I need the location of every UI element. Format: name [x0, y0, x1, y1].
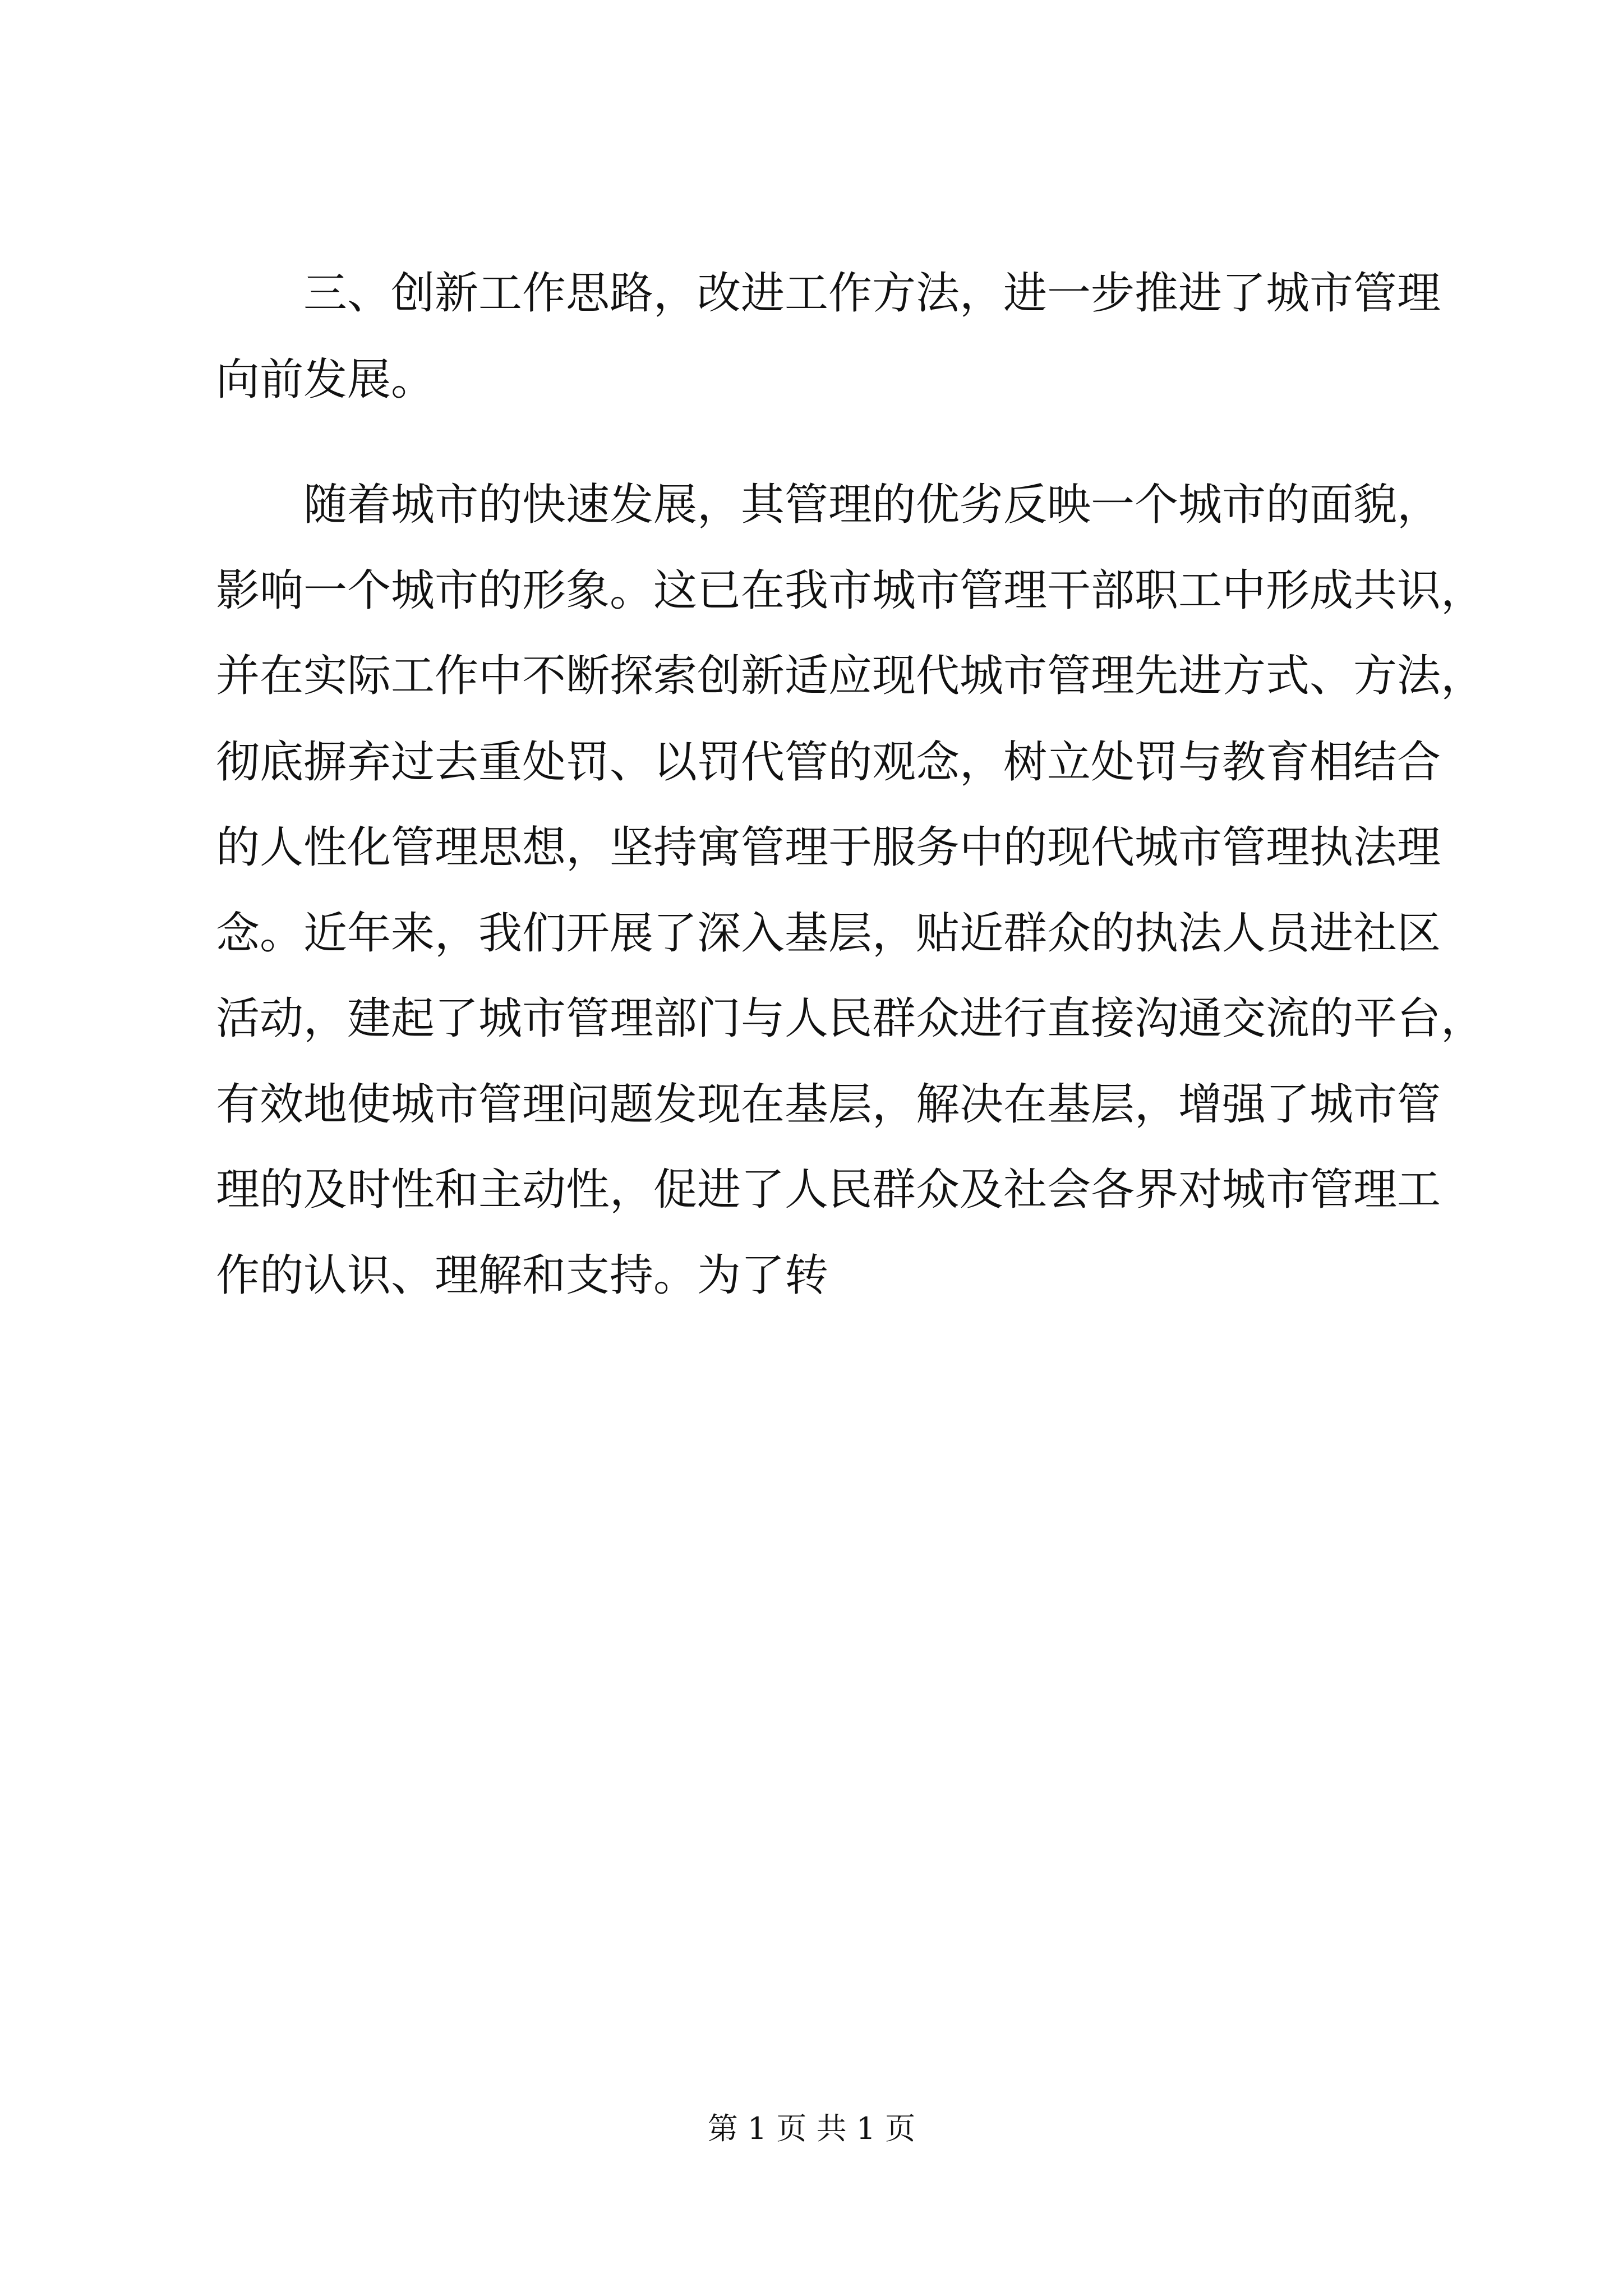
- body-line-8: 有效地使城市管理问题发现在基层，解决在基层，增强了城市管: [216, 1079, 1441, 1130]
- body-line-1: 随着城市的快速发展，其管理的优劣反映一个城市的面貌，: [303, 480, 1441, 530]
- page-number-footer: 第 1 页 共 1 页: [707, 2111, 916, 2146]
- body-line-10: 作的认识、理解和支持。为了转: [216, 1250, 829, 1301]
- heading-line-1: 三、创新工作思路，改进工作方法，进一步推进了城市管理: [303, 268, 1441, 319]
- body-line-6: 念。近年来，我们开展了深入基层，贴近群众的执法人员进社区: [216, 908, 1441, 959]
- body-line-2: 影响一个城市的形象。这已在我市城市管理干部职工中形成共识，: [216, 565, 1485, 616]
- heading-line-2: 向前发展。: [216, 355, 435, 405]
- body-line-3: 并在实际工作中不断探索创新适应现代城市管理先进方式、方法，: [216, 651, 1485, 701]
- body-line-9: 理的及时性和主动性，促进了人民群众及社会各界对城市管理工: [216, 1165, 1441, 1215]
- body-line-7: 活动，建起了城市管理部门与人民群众进行直接沟通交流的平台，: [216, 993, 1485, 1044]
- body-line-5: 的人性化管理思想，坚持寓管理于服务中的现代城市管理执法理: [216, 822, 1441, 873]
- body-line-4: 彻底摒弃过去重处罚、以罚代管的观念，树立处罚与教育相结合: [216, 737, 1441, 788]
